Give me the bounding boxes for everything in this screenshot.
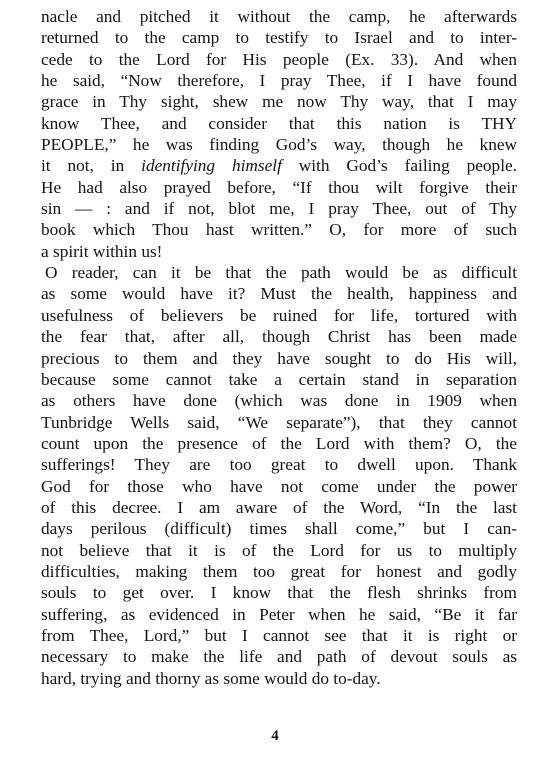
text-line-with-italic [41, 155, 517, 176]
italic-phrase: identifying himself [141, 156, 282, 176]
text-line: God for those who have not come under the power [41, 476, 517, 496]
text-line: difficulties, making them too great for honest and godly [41, 561, 517, 581]
text-line: precious to them and they have sought to do His will, [41, 348, 517, 368]
text-line: returned to the camp to testify to Israel and to inter- [41, 28, 517, 48]
text-segment: it not, in [41, 156, 142, 176]
body-text [41, 6, 517, 689]
text-line: a spirit within us! [41, 241, 163, 261]
page-number: 4 [271, 728, 279, 744]
text-segment: with God’s failing people. [281, 156, 517, 176]
text-line: PEOPLE,” he was finding God’s way, though he knew [41, 135, 517, 155]
text-line: the fear that, after all, though Christ has been made [41, 327, 517, 347]
text-line: sin — : and if not, blot me, I pray Thee, out of Thy [41, 199, 517, 219]
text-line: souls to get over. I know that the flesh shrinks from [41, 583, 517, 603]
text-line: Tunbridge Wells said, “We separate”), that they cannot [41, 412, 517, 432]
text-line: from Thee, Lord,” but I cannot see that it is right or [41, 625, 517, 645]
text-line: as others have done (which was done in 1909 when [41, 391, 517, 411]
text-line: book which Thou hast written.” O, for more of such [41, 220, 517, 240]
text-line: know Thee, and consider that this nation is THY [41, 113, 517, 133]
text-line: he said, “Now therefore, I pray Thee, if I have found [41, 71, 517, 91]
text-line: necessary to make the life and path of devout souls as [41, 647, 517, 667]
text-line: count upon the presence of the Lord with them? O, the [41, 433, 517, 453]
text-line: suffering, as evidenced in Peter when he said, “Be it far [41, 604, 517, 624]
text-line: sufferings! They are too great to dwell upon. Thank [41, 455, 517, 475]
text-line: O reader, can it be that the path would be as difficult [45, 263, 517, 283]
text-line: of this decree. I am aware of the Word, “In the last [41, 497, 517, 517]
text-line: hard, trying and thorny as some would do to-day. [41, 668, 381, 688]
paragraph-1 [41, 6, 517, 262]
text-line: because some cannot take a certain stand in separation [41, 369, 517, 389]
text-line: usefulness of believers be ruined for life, tortured with [41, 305, 517, 325]
text-line: cede to the Lord for His people (Ex. 33). And when [41, 49, 517, 69]
text-line: nacle and pitched it without the camp, he afterwards [41, 7, 517, 26]
paragraph-2 [41, 262, 517, 689]
text-line: as some would have it? Must the health, happiness and [41, 284, 517, 304]
text-line: He had also prayed before, “If thou wilt forgive their [41, 177, 517, 197]
text-line: not believe that it is of the Lord for us to multiply [41, 540, 517, 560]
text-line: grace in Thy sight, shew me now Thy way, that I may [41, 92, 517, 112]
text-line: days perilous (difficult) times shall come,” but I can- [41, 519, 517, 539]
